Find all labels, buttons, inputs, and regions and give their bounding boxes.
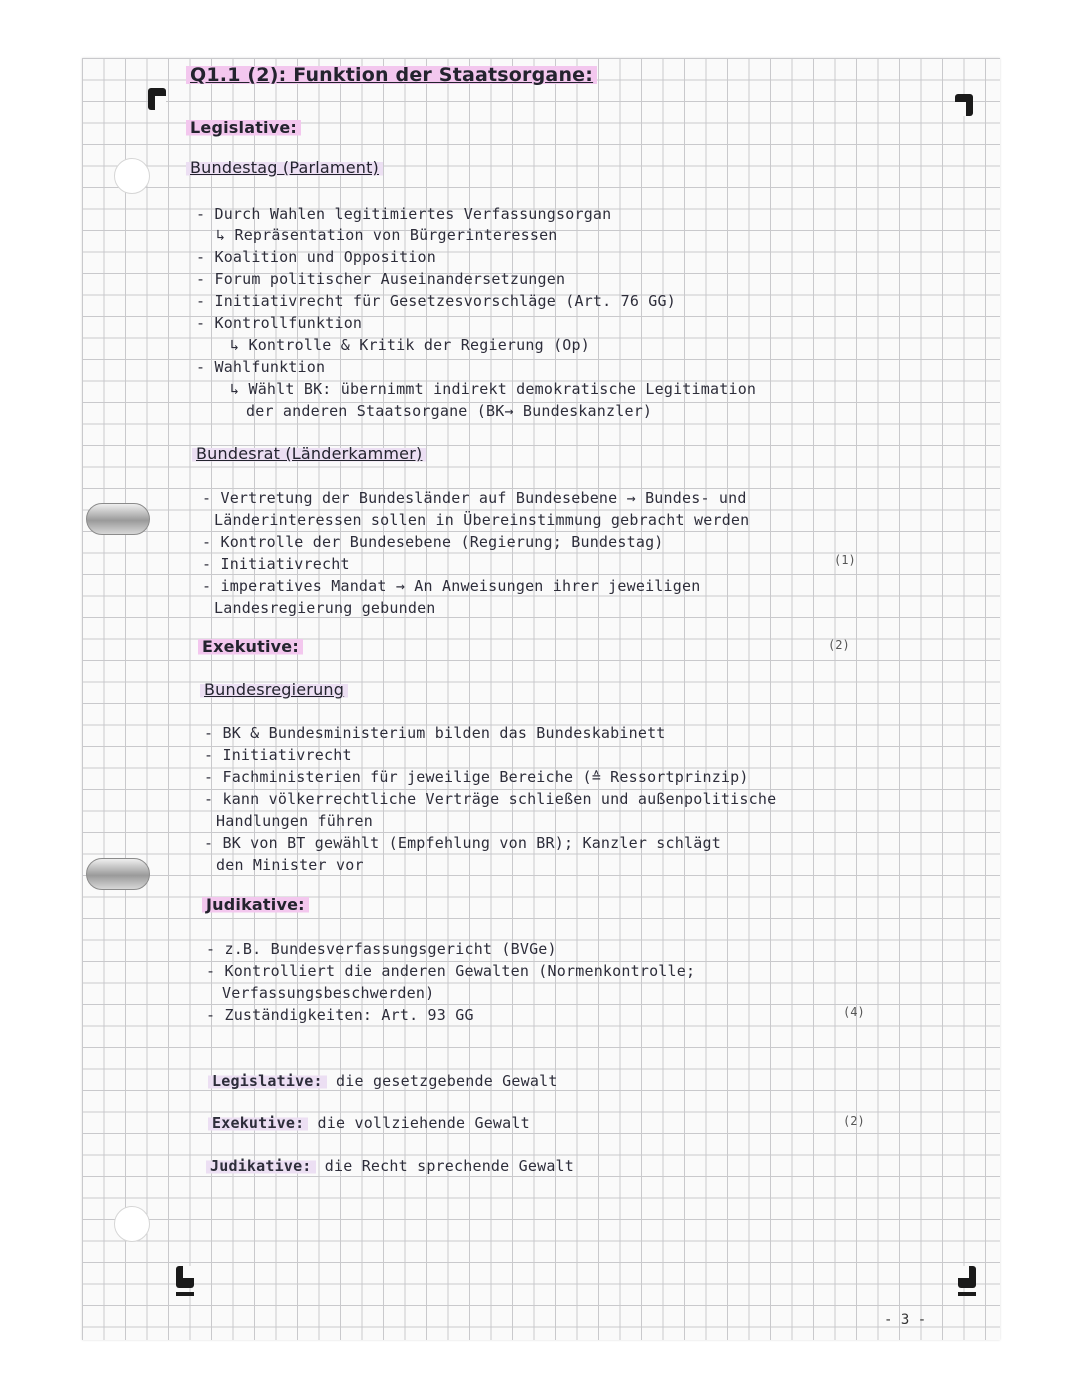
bundestag-line: - Durch Wahlen legitimiertes Verfassungsorgan xyxy=(196,205,612,223)
corner-mark-icon xyxy=(176,1266,194,1288)
bundestag-line: - Wahlfunktion xyxy=(196,358,326,376)
summary-text: die gesetzgebende Gewalt xyxy=(336,1072,558,1090)
bundesrat-heading xyxy=(192,444,426,463)
bundestag-heading xyxy=(186,158,383,177)
corner-bar xyxy=(176,1292,194,1296)
corner-bar xyxy=(958,1292,976,1296)
legislative-heading xyxy=(186,118,301,137)
bundestag-line: - Initiativrecht für Gesetzesvorschläge (Art. 76 GG) xyxy=(196,292,676,310)
bundestag-heading-text: Bundestag (Parlament) xyxy=(186,158,383,177)
bundesrat-heading-text: Bundesrat (Länderkammer) xyxy=(192,444,426,463)
judikative-heading xyxy=(202,895,309,914)
bundesregierung-heading-text: Bundesregierung xyxy=(200,680,348,699)
bundestag-line: - Koalition und Opposition xyxy=(196,248,436,266)
margin-note: (2) xyxy=(828,638,850,652)
summary-term: Judikative: xyxy=(206,1157,316,1175)
margin-note: (1) xyxy=(834,553,856,567)
bundesregierung-line: - BK von BT gewählt (Empfehlung von BR); Kanzler schlägt xyxy=(204,834,721,852)
bundesregierung-line: - kann völkerrechtliche Verträge schließen und außenpolitische xyxy=(204,790,777,808)
summary-line xyxy=(208,1072,558,1090)
corner-mark-icon xyxy=(148,88,166,110)
corner-mark-icon xyxy=(955,94,973,116)
bundesrat-line: - Initiativrecht xyxy=(202,555,350,573)
summary-text: die Recht sprechende Gewalt xyxy=(324,1157,575,1175)
bundestag-line: ↳ Wählt BK: übernimmt indirekt demokratische Legitimation xyxy=(230,380,757,398)
judikative-line: - z.B. Bundesverfassungsgericht (BVGe) xyxy=(206,940,557,958)
bundestag-line: ↳ Kontrolle & Kritik der Regierung (Op) xyxy=(230,336,590,354)
punch-hole xyxy=(114,1206,150,1242)
legislative-heading-text: Legislative: xyxy=(186,118,301,137)
exekutive-heading xyxy=(198,637,303,656)
bundesregierung-line: - BK & Bundesministerium bilden das Bundeskabinett xyxy=(204,724,666,742)
margin-note: (2) xyxy=(843,1114,865,1128)
judikative-heading-text: Judikative: xyxy=(202,895,309,914)
corner-mark-icon xyxy=(958,1266,976,1288)
page-title xyxy=(186,64,597,86)
bundestag-line: der anderen Staatsorgane (BK→ Bundeskanzler) xyxy=(246,402,653,420)
page-title-text: Q1.1 (2): Funktion der Staatsorgane: xyxy=(186,64,597,86)
bundesrat-line: - Vertretung der Bundesländer auf Bundesebene → Bundes- und xyxy=(202,489,747,507)
bundesregierung-line: - Initiativrecht xyxy=(204,746,352,764)
bundesregierung-line: den Minister vor xyxy=(216,856,364,874)
bundesregierung-heading xyxy=(200,680,348,699)
bundestag-line: - Forum politischer Auseinandersetzungen xyxy=(196,270,566,288)
bundesregierung-line: Handlungen führen xyxy=(216,812,373,830)
bundestag-line: ↳ Repräsentation von Bürgerinteressen xyxy=(216,226,558,244)
bundesregierung-line: - Fachministerien für jeweilige Bereiche (≙ Ressortprinzip) xyxy=(204,768,749,786)
margin-note: (4) xyxy=(843,1005,865,1019)
bundestag-line: - Kontrollfunktion xyxy=(196,314,363,332)
judikative-line: Verfassungsbeschwerden) xyxy=(222,984,435,1002)
binder-ring xyxy=(86,503,150,535)
bundesrat-line: Länderinteressen sollen in Übereinstimmung gebracht werden xyxy=(214,511,750,529)
judikative-line: - Zuständigkeiten: Art. 93 GG xyxy=(206,1006,474,1024)
summary-term: Legislative: xyxy=(208,1072,327,1090)
binder-ring xyxy=(86,858,150,890)
page-number: - 3 - xyxy=(884,1312,927,1328)
judikative-line: - Kontrolliert die anderen Gewalten (Normenkontrolle; xyxy=(206,962,696,980)
bundesrat-line: - Kontrolle der Bundesebene (Regierung; Bundestag) xyxy=(202,533,664,551)
exekutive-heading-text: Exekutive: xyxy=(198,637,303,656)
summary-line xyxy=(206,1157,574,1175)
bundesrat-line: - imperatives Mandat → An Anweisungen ihrer jeweiligen xyxy=(202,577,701,595)
bundesrat-line: Landesregierung gebunden xyxy=(214,599,436,617)
summary-text: die vollziehende Gewalt xyxy=(317,1114,530,1132)
summary-term: Exekutive: xyxy=(208,1114,308,1132)
punch-hole xyxy=(114,158,150,194)
summary-line xyxy=(208,1114,530,1132)
